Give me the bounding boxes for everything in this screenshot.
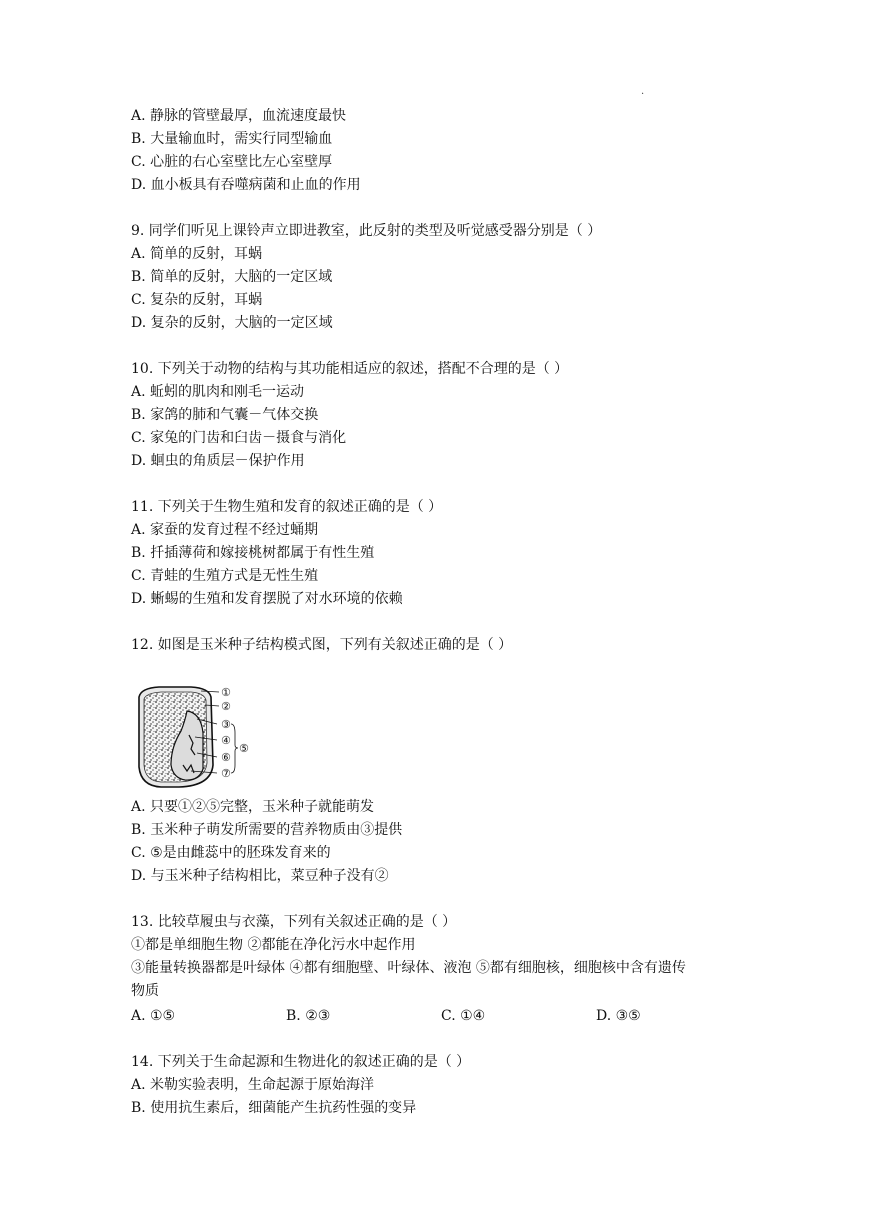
q12-option-b: B. 玉米种子萌发所需要的营养物质由③提供 <box>131 822 403 838</box>
q14-stem: 14. 下列关于生命起源和生物进化的叙述正确的是（ ） <box>131 1054 471 1070</box>
q9-option-a: A. 简单的反射，耳蜗 <box>131 246 263 262</box>
q10-stem: 10. 下列关于动物的结构与其功能相适应的叙述，搭配不合理的是（ ） <box>131 361 569 377</box>
corn-seed-diagram <box>131 683 261 791</box>
q8-option-b: B. 大量输血时，需实行同型输血 <box>131 131 333 147</box>
q13-option-b: B. ②③ <box>286 1008 331 1024</box>
q13-option-c: C. ①④ <box>441 1008 486 1024</box>
q13-option-d: D. ③⑤ <box>596 1008 641 1024</box>
q11-option-b: B. 扦插薄荷和嫁接桃树都属于有性生殖 <box>131 545 375 561</box>
q10-option-b: B. 家鸽的肺和气囊－气体交换 <box>131 407 319 423</box>
q13-stem: 13. 比较草履虫与衣藻，下列有关叙述正确的是（ ） <box>131 914 457 930</box>
q10-option-d: D. 蛔虫的角质层－保护作用 <box>131 453 305 469</box>
q10-option-a: A. 蚯蚓的肌肉和刚毛一运动 <box>131 384 305 400</box>
label-2: ② <box>221 700 231 713</box>
q8-option-a: A. 静脉的管壁最厚，血流速度最快 <box>131 108 347 124</box>
label-3: ③ <box>221 718 231 731</box>
label-5: ⑤ <box>239 742 249 755</box>
label-7: ⑦ <box>221 767 231 780</box>
q14-option-b: B. 使用抗生素后，细菌能产生抗药性强的变异 <box>131 1100 417 1116</box>
q9-stem: 9. 同学们听见上课铃声立即进教室，此反射的类型及听觉感受器分别是（ ） <box>131 223 602 239</box>
q14-option-a: A. 米勒实验表明，生命起源于原始海洋 <box>131 1077 375 1093</box>
label-1: ① <box>221 686 231 699</box>
q10-option-c: C. 家兔的门齿和臼齿－摄食与消化 <box>131 430 347 446</box>
q11-option-c: C. 青蛙的生殖方式是无性生殖 <box>131 568 319 584</box>
q12-option-a: A. 只要①②⑤完整，玉米种子就能萌发 <box>131 799 375 815</box>
q13-statement-2: ③能量转换器都是叶绿体 ④都有细胞壁、叶绿体、液泡 ⑤都有细胞核，细胞核中含有遗传 <box>131 960 686 976</box>
q12-option-d: D. 与玉米种子结构相比，菜豆种子没有② <box>131 868 389 884</box>
q13-statement-1: ①都是单细胞生物 ②都能在净化污水中起作用 <box>131 937 416 953</box>
q11-stem: 11. 下列关于生物生殖和发育的叙述正确的是（ ） <box>131 499 443 515</box>
q8-option-c: C. 心脏的右心室壁比左心室壁厚 <box>131 154 333 170</box>
q13-option-a: A. ①⑤ <box>131 1008 176 1024</box>
q13-statement-3: 物质 <box>131 983 159 999</box>
q11-option-a: A. 家蚕的发育过程不经过蛹期 <box>131 522 319 538</box>
label-6: ⑥ <box>221 751 231 764</box>
label-4: ④ <box>221 734 231 747</box>
q9-option-c: C. 复杂的反射，耳蜗 <box>131 292 263 308</box>
q9-option-d: D. 复杂的反射，大脑的一定区域 <box>131 315 333 331</box>
q12-option-c: C. ⑤是由雌蕊中的胚珠发育来的 <box>131 845 331 861</box>
q8-option-d: D. 血小板具有吞噬病菌和止血的作用 <box>131 177 361 193</box>
page-mark: . <box>641 86 645 97</box>
q11-option-d: D. 蜥蜴的生殖和发育摆脱了对水环境的依赖 <box>131 591 403 607</box>
q12-stem: 12. 如图是玉米种子结构模式图，下列有关叙述正确的是（ ） <box>131 637 513 653</box>
q9-option-b: B. 简单的反射，大脑的一定区域 <box>131 269 333 285</box>
